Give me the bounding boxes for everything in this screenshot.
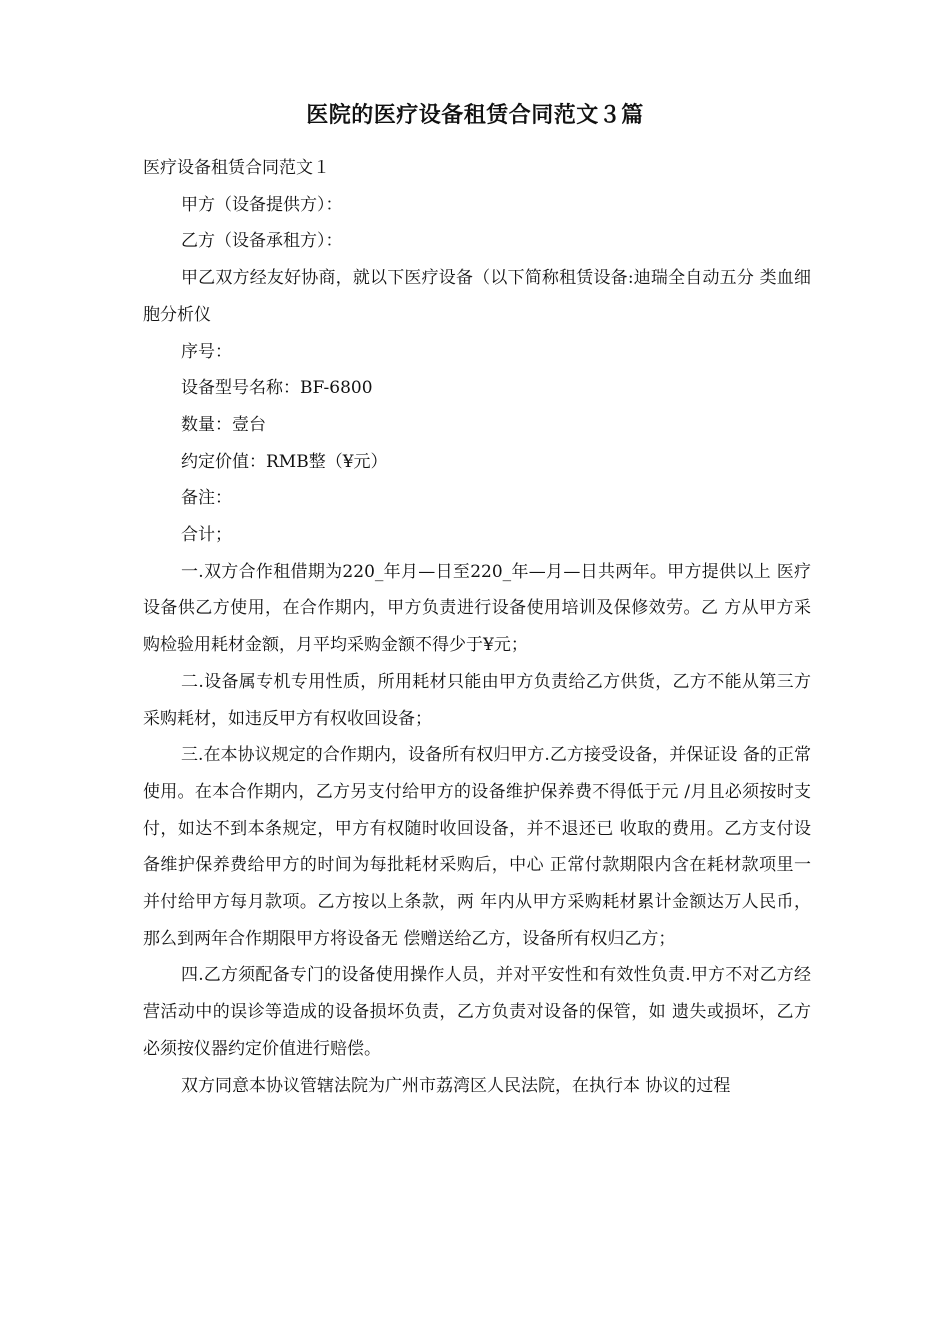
party-a-line: 甲方（设备提供方）：	[181, 194, 343, 215]
document-title: 医院的医疗设备租赁合同范文３篇	[306, 103, 644, 128]
agreed-value-line: 约定价值：RMB整（¥元）	[181, 451, 388, 472]
serial-number-line: 序号：	[181, 341, 232, 362]
quantity-line: 数量：壹台	[181, 414, 266, 435]
clause-3: 三.在本协议规定的合作期内，设备所有权归甲方.乙方接受设备，并保证设 备的正常使用。在本合作期内，乙方另支付给甲方的设备维护保养费不得低于元 /月且必须按时支付，如达不到本条规定，甲方有权随时收回设备，并不退还已 收取的费用。乙方支付设备维护保养费给甲方的时间为每批耗材采购后，中心 正常付款期限内含在耗材款项里一并付给甲方每月款项。乙方按以上条款，两 年内从甲方采购耗材累计金额达万人民币，那么到两年合作期限甲方将设备无 偿赠送给乙方，设备所有权归乙方；	[143, 745, 811, 949]
party-b-line: 乙方（设备承租方）：	[181, 231, 343, 252]
remarks-line: 备注：	[181, 488, 232, 509]
section-heading: 医疗设备租赁合同范文１	[143, 158, 330, 178]
clause-2: 二.设备属专机专用性质，所用耗材只能由甲方负责给乙方供货，乙方不能从第三方采购耗材，如违反甲方有权收回设备；	[143, 671, 811, 729]
jurisdiction-paragraph: 双方同意本协议管辖法院为广州市荔湾区人民法院，在执行本 协议的过程	[181, 1075, 731, 1096]
clause-1: 一.双方合作租借期为220_年月—日至220_年—月—日共两年。甲方提供以上 医疗设备供乙方使用，在合作期内，甲方负责进行设备使用培训及保修效劳。乙 方从甲方采购检验用耗材金额，月平均采购金额不得少于¥元；	[143, 561, 811, 656]
clause-4: 四.乙方须配备专门的设备使用操作人员，并对平安性和有效性负责.甲方不对乙方经营活动中的误诊等造成的设备损坏负责，乙方负责对设备的保管，如 遗失或损坏，乙方必须按仪器约定价值进行赔偿。	[143, 965, 811, 1059]
model-name-line: 设备型号名称：BF-6800	[181, 378, 373, 399]
total-line: 合计；	[181, 525, 232, 546]
document-body	[143, 150, 811, 1104]
intro-paragraph: 甲乙双方经友好协商，就以下医疗设备（以下简称租赁设备:迪瑞全自动五分 类血细胞分析仪	[143, 268, 811, 325]
